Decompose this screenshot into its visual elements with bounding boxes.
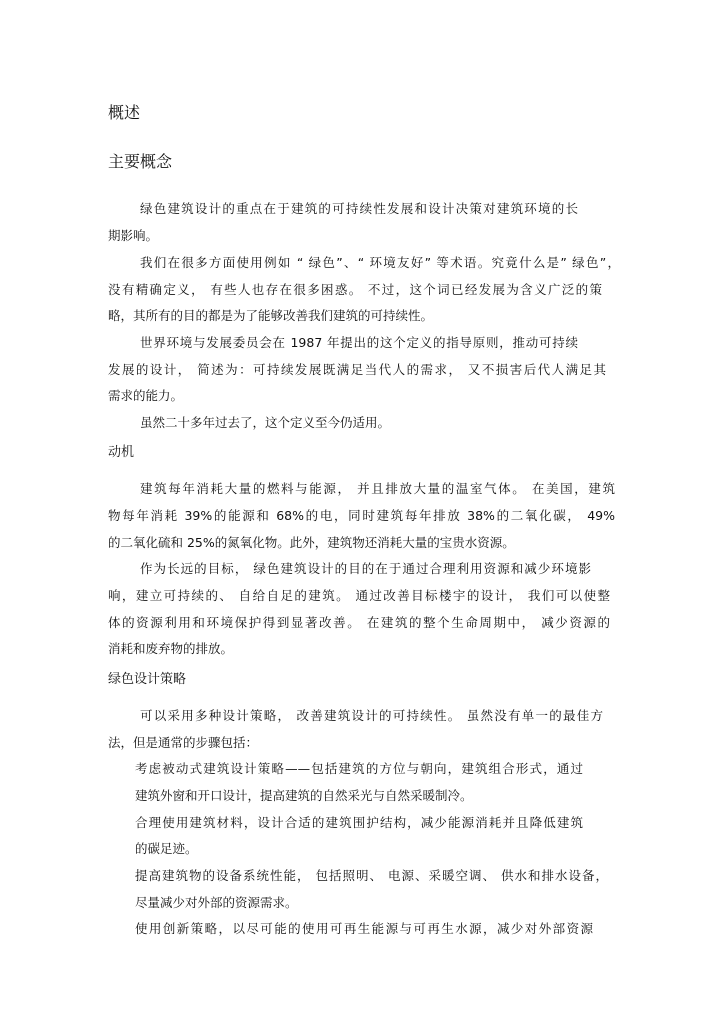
motivation-p1-line1: 建筑每年消耗大量的燃料与能源， 并且排放大量的温室气体。 在美国，建筑 — [140, 481, 615, 496]
concept-p4-line1: 虽然二十多年过去了，这个定义至今仍适用。 — [140, 415, 391, 430]
strategy-item1-line1: 考虑被动式建筑设计策略——包括建筑的方位与朝向，建筑组合形式，通过 — [135, 761, 583, 776]
heading-overview: 概述 — [108, 103, 141, 122]
concept-p3-line3: 需求的能力。 — [108, 388, 184, 403]
heading-motivation: 动机 — [108, 445, 135, 460]
motivation-p2-line1: 作为长远的目标， 绿色建筑设计的目的在于通过合理利用资源和减少环境影 — [140, 561, 591, 576]
strategy-intro-line1: 可以采用多种设计策略， 改善建筑设计的可持续性。 虽然没有单一的最佳方 — [140, 708, 603, 723]
concept-p1-line2: 期影响。 — [108, 228, 159, 243]
strategy-item2-line1: 合理使用建筑材料，设计合适的建筑围护结构，减少能源消耗并且降低建筑 — [135, 815, 583, 830]
strategy-item3-line1: 提高建筑物的设备系统性能， 包括照明、 电源、采暖空调、 供水和排水设备， — [135, 868, 608, 883]
motivation-p2-line3: 体的资源利用和环境保护得到显著改善。 在建筑的整个生命周期中， 减少资源的 — [108, 615, 610, 630]
concept-p2-line1: 我们在很多方面使用例如 “ 绿色”、“ 环境友好” 等术语。究竟什么是” 绿色”， — [140, 255, 620, 270]
strategy-item4-line1: 使用创新策略，以尽可能的使用可再生能源与可再生水源，减少对外部资源 — [135, 921, 593, 936]
concept-p1-line1: 绿色建筑设计的重点在于建筑的可持续性发展和设计决策对建筑环境的长 — [140, 201, 578, 216]
concept-p2-line2: 没有精确定义， 有些人也存在很多困惑。 不过，这个词已经发展为含义广泛的策 — [108, 282, 602, 297]
motivation-p2-line4: 消耗和废弃物的排放。 — [108, 641, 234, 656]
motivation-p1-line2: 物每年消耗 39%的能源和 68%的电，同时建筑每年排放 38%的二氧化碳， 49% — [108, 508, 615, 523]
strategy-item1-line2: 建筑外窗和开口设计，提高建筑的自然采光与自然采暖制冷。 — [135, 788, 473, 803]
motivation-p1-line3: 的二氧化硫和 25%的氮氧化物。此外，建筑物还消耗大量的宝贵水资源。 — [108, 535, 515, 550]
heading-main-concept: 主要概念 — [108, 152, 173, 171]
concept-p3-line2: 发展的设计， 简述为：可持续发展既满足当代人的需求， 又不损害后代人满足其 — [108, 362, 606, 377]
motivation-p2-line2: 响，建立可持续的、 自给自足的建筑。 通过改善目标楼宇的设计， 我们可以使整 — [108, 588, 610, 603]
concept-p3-line1: 世界环境与发展委员会在 1987 年提出的这个定义的指导原则，推动可持续 — [140, 335, 578, 350]
strategy-item2-line2: 的碳足迹。 — [135, 841, 198, 856]
strategy-item3-line2: 尽量减少对外部的资源需求。 — [135, 895, 298, 910]
heading-green-strategy: 绿色设计策略 — [108, 672, 187, 687]
strategy-intro-line2: 法，但是通常的步骤包括： — [108, 735, 259, 750]
concept-p2-line3: 略，其所有的目的都是为了能够改善我们建筑的可持续性。 — [108, 308, 434, 323]
